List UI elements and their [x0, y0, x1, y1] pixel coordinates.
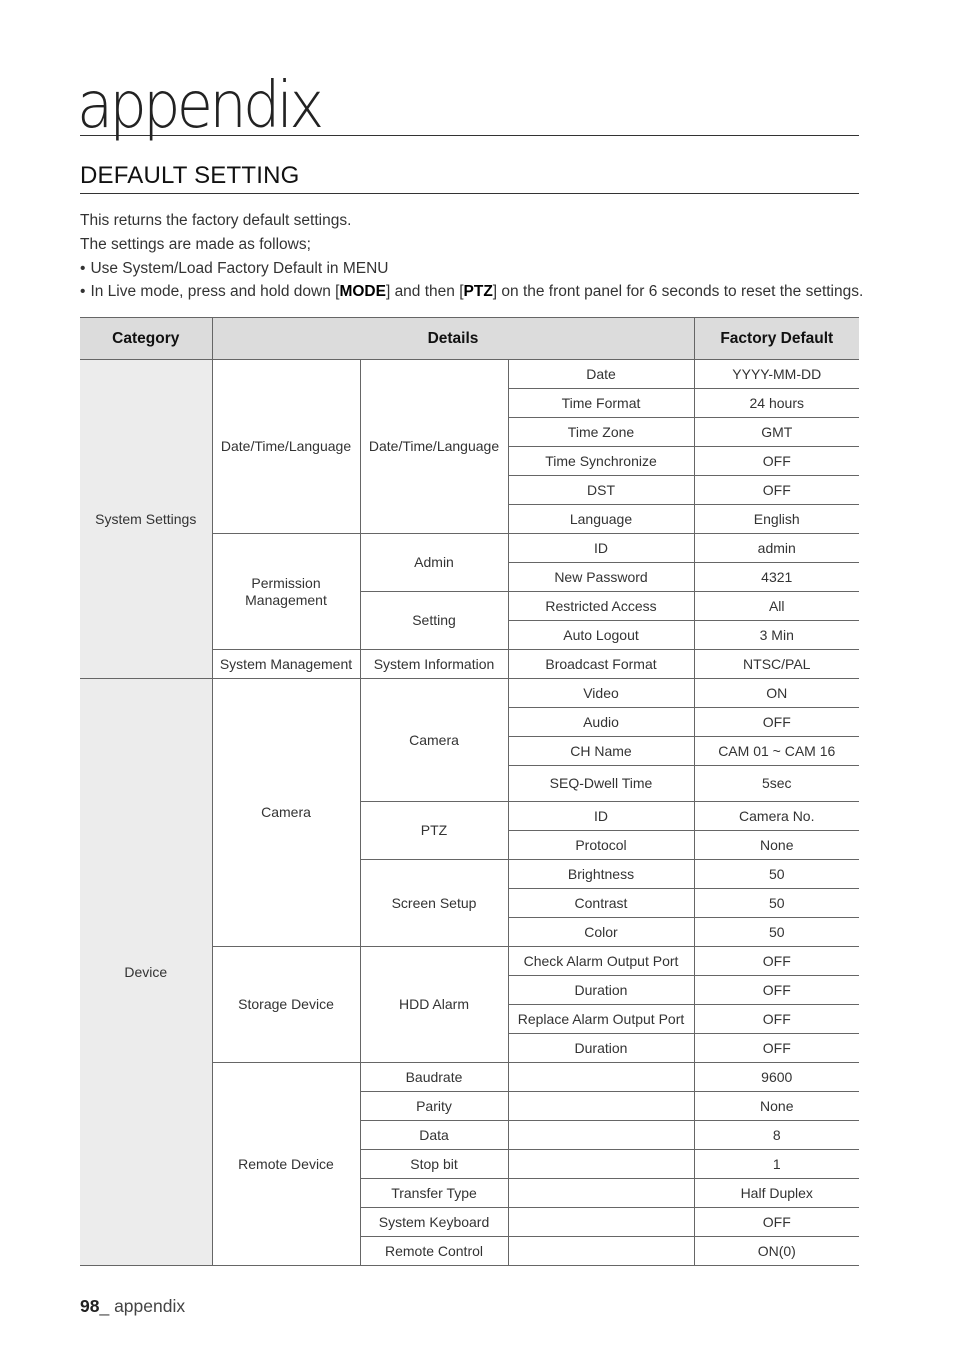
empty-cell	[508, 1179, 694, 1208]
value-cell: NTSC/PAL	[694, 650, 859, 679]
subgroup-cell: Screen Setup	[360, 860, 508, 947]
group-cell: Camera	[212, 679, 360, 947]
value-cell: OFF	[694, 976, 859, 1005]
value-cell: OFF	[694, 476, 859, 505]
subgroup-cell: System Keyboard	[360, 1208, 508, 1237]
item-cell: Check Alarm Output Port	[508, 947, 694, 976]
value-cell: CAM 01 ~ CAM 16	[694, 737, 859, 766]
page-header	[77, 69, 859, 143]
chapter-title: appendix	[77, 69, 321, 143]
empty-cell	[508, 1150, 694, 1179]
category-cell: Device	[80, 679, 212, 1266]
instruction-text: Use System/Load Factory Default in MENU	[90, 260, 389, 277]
instruction-text: In Live mode, press and hold down [	[90, 283, 340, 300]
empty-cell	[508, 1092, 694, 1121]
value-cell: OFF	[694, 1005, 859, 1034]
table-row	[80, 360, 859, 389]
item-cell: Time Format	[508, 389, 694, 418]
item-cell: Duration	[508, 1034, 694, 1063]
header-details: Details	[212, 318, 694, 360]
value-cell: 1	[694, 1150, 859, 1179]
item-cell: Broadcast Format	[508, 650, 694, 679]
value-cell: Half Duplex	[694, 1179, 859, 1208]
value-cell: 3 Min	[694, 621, 859, 650]
page-footer	[80, 1296, 185, 1317]
item-cell: Date	[508, 360, 694, 389]
default-settings-table	[80, 317, 859, 1266]
value-cell: English	[694, 505, 859, 534]
value-cell: 9600	[694, 1063, 859, 1092]
intro-text	[80, 209, 870, 303]
subgroup-cell: Admin	[360, 534, 508, 592]
item-cell: SEQ-Dwell Time	[508, 766, 694, 802]
item-cell: DST	[508, 476, 694, 505]
instruction-item	[80, 280, 870, 303]
section-header	[80, 158, 859, 194]
item-cell: Duration	[508, 976, 694, 1005]
value-cell: Camera No.	[694, 802, 859, 831]
empty-cell	[508, 1121, 694, 1150]
value-cell: 8	[694, 1121, 859, 1150]
group-cell: Remote Device	[212, 1063, 360, 1266]
subgroup-cell: PTZ	[360, 802, 508, 860]
header-category: Category	[80, 318, 212, 360]
value-cell: 50	[694, 889, 859, 918]
value-cell: OFF	[694, 708, 859, 737]
value-cell: 24 hours	[694, 389, 859, 418]
intro-line: The settings are made as follows;	[80, 236, 311, 253]
group-cell: Storage Device	[212, 947, 360, 1063]
value-cell: 50	[694, 918, 859, 947]
footer-separator: _	[99, 1296, 115, 1316]
value-cell: 50	[694, 860, 859, 889]
empty-cell	[508, 1208, 694, 1237]
subgroup-cell: Setting	[360, 592, 508, 650]
category-cell: System Settings	[80, 360, 212, 679]
value-cell: None	[694, 1092, 859, 1121]
value-cell: admin	[694, 534, 859, 563]
item-cell: Audio	[508, 708, 694, 737]
item-cell: ID	[508, 802, 694, 831]
subgroup-cell: Parity	[360, 1092, 508, 1121]
item-cell: Protocol	[508, 831, 694, 860]
key-mode: MODE	[339, 283, 386, 300]
item-cell: Brightness	[508, 860, 694, 889]
item-cell: New Password	[508, 563, 694, 592]
value-cell: ON(0)	[694, 1237, 859, 1266]
empty-cell	[508, 1237, 694, 1266]
value-cell: OFF	[694, 1034, 859, 1063]
item-cell: Replace Alarm Output Port	[508, 1005, 694, 1034]
instruction-list	[80, 257, 870, 303]
value-cell: OFF	[694, 1208, 859, 1237]
subgroup-cell: Stop bit	[360, 1150, 508, 1179]
value-cell: All	[694, 592, 859, 621]
subgroup-cell: Remote Control	[360, 1237, 508, 1266]
subgroup-cell: HDD Alarm	[360, 947, 508, 1063]
table-row	[80, 679, 859, 708]
value-cell: 4321	[694, 563, 859, 592]
subgroup-cell: Camera	[360, 679, 508, 802]
item-cell: Language	[508, 505, 694, 534]
item-cell: Contrast	[508, 889, 694, 918]
subgroup-cell: System Information	[360, 650, 508, 679]
footer-label: appendix	[114, 1296, 186, 1316]
item-cell: Time Synchronize	[508, 447, 694, 476]
intro-line: This returns the factory default settings.	[80, 212, 352, 229]
subgroup-cell: Date/Time/Language	[360, 360, 508, 534]
instruction-text: ] on the front panel for 6 seconds to reset the settings.	[492, 283, 864, 300]
item-cell: Restricted Access	[508, 592, 694, 621]
empty-cell	[508, 1063, 694, 1092]
subgroup-cell: Baudrate	[360, 1063, 508, 1092]
subgroup-cell: Data	[360, 1121, 508, 1150]
value-cell: YYYY-MM-DD	[694, 360, 859, 389]
header-factory-default: Factory Default	[694, 318, 859, 360]
table-header-row	[80, 318, 859, 360]
instruction-item	[80, 257, 870, 280]
item-cell: ID	[508, 534, 694, 563]
group-cell: Permission Management	[212, 534, 360, 650]
group-cell: Date/Time/Language	[212, 360, 360, 534]
item-cell: CH Name	[508, 737, 694, 766]
value-cell: ON	[694, 679, 859, 708]
item-cell: Video	[508, 679, 694, 708]
subgroup-cell: Transfer Type	[360, 1179, 508, 1208]
key-ptz: PTZ	[463, 283, 493, 300]
value-cell: 5sec	[694, 766, 859, 802]
item-cell: Auto Logout	[508, 621, 694, 650]
value-cell: OFF	[694, 947, 859, 976]
group-cell: System Management	[212, 650, 360, 679]
instruction-text: ] and then [	[385, 283, 464, 300]
item-cell: Color	[508, 918, 694, 947]
value-cell: None	[694, 831, 859, 860]
value-cell: OFF	[694, 447, 859, 476]
page-number: 98	[80, 1296, 100, 1316]
item-cell: Time Zone	[508, 418, 694, 447]
value-cell: GMT	[694, 418, 859, 447]
section-title: DEFAULT SETTING	[80, 162, 300, 189]
